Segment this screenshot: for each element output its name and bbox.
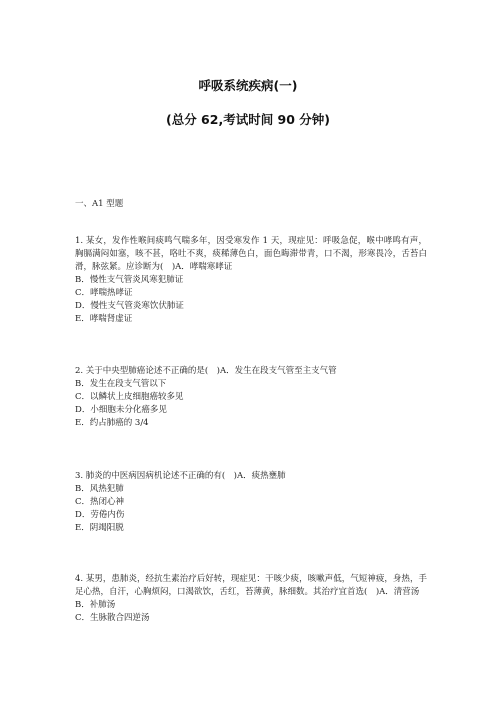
option-b: B．风热犯肺 [75, 484, 124, 494]
question-stem: 3. 肺炎的中医病因病机论述不正确的有( )A．痰热壅肺 [75, 471, 286, 481]
option-e: E．哮喘肾虚证 [75, 314, 133, 324]
question-2 [75, 365, 427, 430]
option-e: E．阴竭阳脱 [75, 523, 124, 533]
option-c: C．以鳞状上皮细胞癌较多见 [75, 392, 184, 402]
option-c: C．哮喘热哮证 [75, 288, 133, 298]
option-b: B．慢性支气管炎风寒犯肺证 [75, 275, 184, 285]
question-4 [75, 573, 427, 625]
document-subtitle: (总分 62,考试时间 90 分钟) [165, 112, 331, 127]
question-1 [75, 235, 427, 326]
section-heading: 一、A1 型题 [75, 199, 124, 209]
option-d: D．慢性支气管炎寒饮伏肺证 [75, 301, 184, 311]
option-d: D．小细胞未分化癌多见 [75, 405, 167, 415]
option-c: C．生脉散合四逆汤 [75, 613, 150, 623]
question-3 [75, 470, 427, 535]
question-stem: 4. 某男，患肺炎，经抗生素治疗后好转，现症见：干咳少痰，咳嗽声低，气短神疲，身热，手足心热，自汗，心胸烦闷，口渴欲饮，舌红，苔薄黄，脉细数。其治疗宜首选( )A．清营汤 [75, 574, 427, 597]
document-title: 呼吸系统疾病(一) [198, 78, 298, 93]
option-c: C．热闭心神 [75, 497, 125, 507]
question-stem: 1. 某女，发作性喉间痰鸣气喘多年，因受寒发作 1 天，现症见：呼吸急促，喉中哮鸣有声，胸膈满闷如塞，咳不甚，咯吐不爽，痰稀薄色白，面色晦滞带青，口不渴，形寒畏冷，舌苔白滑，脉弦紧。应诊断为( )A．哮喘寒哮证 [75, 236, 427, 272]
option-b: B．发生在段支气管以下 [75, 379, 167, 389]
option-b: B．补肺汤 [75, 600, 116, 610]
option-d: D．劳倦内伤 [75, 510, 125, 520]
option-e: E．约占肺癌的 3/4 [75, 418, 149, 428]
question-stem: 2. 关于中央型肺癌论述不正确的是( )A．发生在段支气管至主支气管 [75, 366, 337, 376]
